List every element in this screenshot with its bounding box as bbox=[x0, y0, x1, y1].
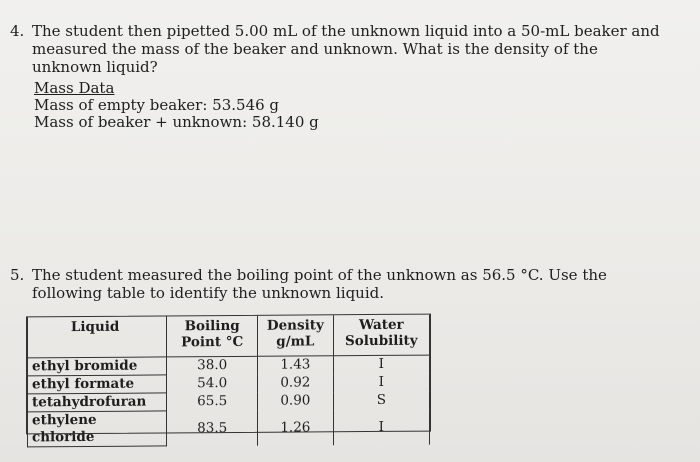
header-water-line1: Water bbox=[358, 316, 404, 334]
cell-liquid: ethyl formate bbox=[28, 375, 167, 394]
cell-boiling: 38.0 bbox=[167, 356, 258, 375]
cell-liquid: ethylene chloride bbox=[28, 411, 167, 447]
table-header-row bbox=[28, 315, 430, 358]
question-5 bbox=[10, 266, 680, 302]
question-4 bbox=[10, 22, 670, 76]
cell-solubility: S bbox=[333, 391, 429, 410]
header-water-line2: Solubility bbox=[345, 332, 418, 350]
cell-solubility: I bbox=[333, 409, 429, 445]
mass-data-heading: Mass Data bbox=[34, 79, 115, 97]
question-5-number: 5. bbox=[10, 266, 25, 284]
cell-boiling: 65.5 bbox=[167, 392, 258, 411]
mass-beaker-plus-unknown: Mass of beaker + unknown: 58.140 g bbox=[34, 113, 319, 131]
header-liquid bbox=[28, 316, 167, 357]
question-4-number: 4. bbox=[10, 22, 25, 40]
cell-boiling: 83.5 bbox=[167, 410, 258, 446]
mass-data-block bbox=[34, 80, 319, 131]
header-boiling-point bbox=[167, 316, 258, 357]
question-5-text: The student measured the boiling point of the unknown as 56.5 °C. Use the following table to identify the unknown liquid. bbox=[32, 266, 607, 302]
cell-boiling: 54.0 bbox=[167, 374, 258, 393]
header-boiling-line2: Point °C bbox=[181, 333, 244, 351]
table-row bbox=[28, 409, 430, 447]
header-density bbox=[258, 315, 334, 356]
cell-density: 0.92 bbox=[258, 374, 334, 393]
liquid-properties-table bbox=[26, 314, 431, 446]
cell-solubility: I bbox=[333, 373, 429, 392]
cell-density: 1.43 bbox=[258, 356, 334, 375]
cell-liquid: tetahydrofuran bbox=[28, 393, 167, 412]
cell-liquid: ethyl bromide bbox=[28, 357, 167, 376]
header-density-line1: Density bbox=[266, 317, 324, 334]
cell-solubility: I bbox=[333, 355, 429, 374]
header-liquid-label: Liquid bbox=[70, 318, 120, 336]
cell-density: 0.90 bbox=[258, 392, 334, 411]
cell-density: 1.26 bbox=[258, 410, 334, 446]
header-water-solubility bbox=[333, 315, 429, 356]
question-4-text: The student then pipetted 5.00 mL of the unknown liquid into a 50-mL beaker and measured the mass of the beaker and unknown. What is the density of the unknown liquid? bbox=[32, 22, 660, 76]
header-density-line2: g/mL bbox=[276, 333, 315, 350]
mass-empty-beaker: Mass of empty beaker: 53.546 g bbox=[34, 96, 280, 114]
header-boiling-line1: Boiling bbox=[184, 317, 240, 335]
